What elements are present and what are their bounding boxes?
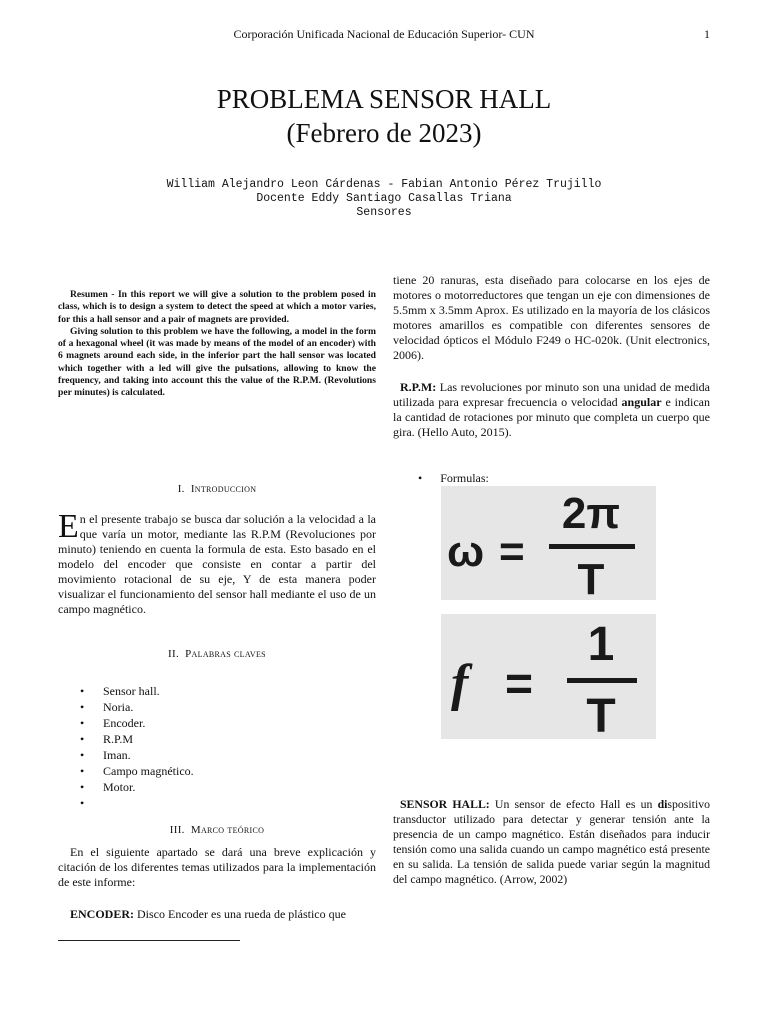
rpm-text-end: e indican la cantidad de rotaciones por minuto que completa un cuerpo que gira. (Hello Auto, 2015).: [393, 395, 710, 439]
formula-denominator: T: [577, 555, 605, 600]
paper-title: [0, 82, 768, 150]
section-title: Palabras claves: [185, 648, 266, 660]
rpm-label: R.P.M:: [400, 380, 437, 394]
instructor-line: Docente Eddy Santiago Casallas Triana: [256, 192, 512, 205]
fraction-bar: [567, 678, 637, 683]
author-block: [0, 178, 768, 220]
section-title: Introduccion: [190, 483, 257, 495]
drop-cap: E: [58, 508, 79, 545]
section-heading-introduccion: [58, 483, 376, 495]
formula-equals: =: [499, 527, 525, 576]
sensor-hall-paragraph: [393, 797, 710, 887]
list-item: [80, 795, 194, 811]
introduccion-body: [58, 508, 376, 617]
formula-lhs: ω: [447, 527, 485, 576]
formula-equals: =: [505, 658, 534, 711]
list-item: • Sensor hall.: [80, 683, 194, 699]
encoder-continuation: tiene 20 ranuras, esta diseñado para colocarse en los ejes de motores o motorreductores que tengan un eje con dimensiones de 5.5mm x 3.5mm Aprox. Es utilizado en la mayoría de los clásicos motores amarillos es compatible con diferentes sensores de velocidad ópticos el Módulo F249 o HC-020k. (Unit electronics, 2006).: [393, 273, 710, 362]
formula-numerator: 2π: [561, 489, 621, 538]
list-item: • Motor.: [80, 779, 194, 795]
rpm-bold-word: angular: [621, 395, 662, 409]
authors-line: William Alejandro Leon Cárdenas - Fabian Antonio Pérez Trujillo: [166, 178, 602, 191]
title-line-2: (Febrero de 2023): [286, 118, 482, 148]
section-heading-palabras-claves: [58, 648, 376, 660]
sensor-hall-bold: di: [657, 797, 668, 811]
keywords-list: [80, 683, 194, 811]
sensor-hall-text: Un sensor de efecto Hall es un: [489, 797, 658, 811]
section-number: II.: [168, 648, 180, 660]
bullet-icon: •: [418, 471, 423, 485]
section-number: I.: [177, 483, 185, 495]
formulas-bullet: [418, 471, 618, 486]
course-line: Sensores: [356, 206, 412, 219]
marco-teorico-text: En el siguiente apartado se dará una breve explicación y citación de los diferentes temas utilizados para la implementación de este informe:: [58, 845, 376, 889]
running-header: Corporación Unificada Nacional de Educación Superior- CUN: [233, 27, 535, 41]
rpm-paragraph: [393, 380, 710, 440]
encoder-paragraph: [58, 907, 376, 922]
abstract: [58, 289, 376, 400]
title-line-1: PROBLEMA SENSOR HALL: [216, 84, 552, 114]
sensor-hall-text-end: spositivo transductor utilizado para detectar y generar tensión ante la presencia de un campo magnético. Están diseñados para inducir tensión como una salida cuando un campo magnético está presente en su salida. La tensión de salida puede variar según la magnitud del campo magnético. (Arrow, 2002): [393, 797, 711, 886]
formula-numerator: 1: [587, 618, 615, 671]
formula-denominator: T: [586, 690, 616, 739]
section-title: Marco teórico: [190, 824, 265, 836]
sensor-hall-label: SENSOR HALL:: [400, 797, 490, 811]
formula-lhs: f: [451, 655, 469, 712]
frequency-formula-image: [441, 614, 656, 739]
omega-formula-image: [441, 486, 656, 600]
abstract-paragraph-2: Giving solution to this problem we have the following, a model in the form of a hexagonal wheel (it was made by means of the model of an encoder) with 6 magnets around each side, in the inferior part the hall sensor was located which together with a led will give the pulsations, allowing to know the frequency, and taking into account this the value of the R.P.M. (Revolutions per minutes) is calculated.: [58, 325, 376, 399]
formulas-label: Formulas:: [440, 471, 489, 485]
introduccion-text: n el presente trabajo se busca dar solución a la velocidad a la que varía un motor, mediante las R.P.M (Revoluciones por minuto) teniendo en cuenta la formula de esta. Esto basado en el modelo del encoder que consiste en contar a partir del movimiento rotacional de su eje, Y de esta manera poder visualizar el funcionamiento del sensor hall mediante el uso de un campo magnético.: [58, 512, 376, 616]
abstract-paragraph-1: Resumen - In this report we will give a solution to the problem posed in class, which is to design a system to detect the speed at which a motor varies, for this a hall sensor and a pair of magnets are provided.: [58, 289, 376, 325]
list-item: • Campo magnético.: [80, 763, 194, 779]
encoder-label: ENCODER:: [70, 907, 135, 921]
footnote-rule: [58, 940, 240, 941]
list-item: • Encoder.: [80, 715, 194, 731]
fraction-bar: [549, 544, 635, 549]
section-number: III.: [169, 824, 185, 836]
encoder-text: Disco Encoder es una rueda de plástico que: [134, 907, 346, 921]
list-item: • Iman.: [80, 747, 194, 763]
rpm-text: Las revoluciones por minuto son una unidad de medida utilizada para expresar frecuencia o velocidad: [393, 380, 710, 409]
page-number: 1: [704, 27, 710, 41]
section-heading-marco-teorico: [58, 824, 376, 836]
list-item: • Noria.: [80, 699, 194, 715]
list-item: • R.P.M: [80, 731, 194, 747]
